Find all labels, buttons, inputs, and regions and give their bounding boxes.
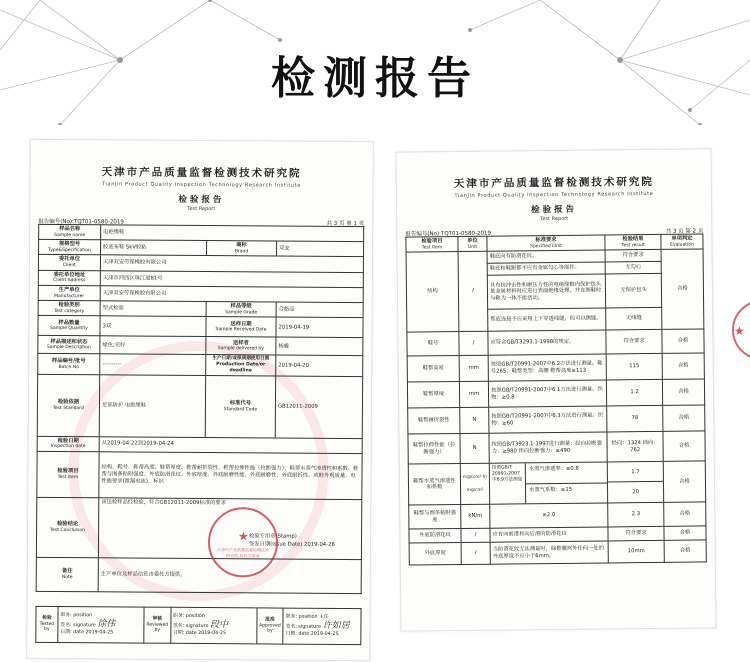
label-received-date: 送样日期 Sample Received Date: [206, 317, 276, 337]
label-manufacturer: 生产单位 Manufacturer: [38, 285, 100, 301]
label-client: 委托单位 Client: [38, 255, 100, 271]
label-reviewed-by: 审核 Reviewed by: [144, 607, 171, 643]
col-header: 检验项目 Test Item: [406, 237, 458, 253]
label-brand: 商标 Brand: [207, 241, 277, 257]
institute-title-2: 天津市产品质量监督检测技术研究院: [453, 175, 654, 191]
document-name-en: Test Report: [187, 205, 216, 213]
value-inspection-date: 从2019-04-22到2019-04-24: [99, 436, 362, 453]
value-spec: 胶底布鞋 5kV胶粘: [101, 240, 207, 256]
info-table: [36, 224, 365, 594]
institute-subtitle: TianJin Product Quality Inspection Technology Research Institute: [102, 181, 301, 189]
value-sample-grade: 合格品: [276, 302, 363, 318]
signature-table: [35, 606, 361, 645]
document-name-2: 检验报告: [531, 204, 578, 216]
label-approved-by: 批准 Approved by: [256, 608, 283, 644]
res-cell: 无线缝: [606, 308, 662, 331]
value-test-category: 型式检验: [100, 301, 206, 317]
col-header: 检验结果 Test result: [605, 234, 661, 250]
report-page-1: [26, 139, 374, 661]
col-header: 单位 Unit: [458, 236, 487, 252]
table-row: 外底厚度 / 当防滑花纹无法测量时，除鞋腰窝外任何一处的外底厚度不应小于6mm。 10mm 合格: [409, 540, 706, 565]
label-test-items: 检验项目 Test Item: [37, 451, 99, 497]
report-page-2: [395, 148, 716, 631]
table-row-vapour: 鞋帮水蒸气渗透性和系数 mg/(cm²·h) mg/cm² 按照GB/T 20991-2007中6.9方法测量 水蒸气渗透率：≥0.8 水蒸气系数：≥15 1.7 20 合格: [408, 461, 705, 505]
report-number: 报告编号(No):TQT01-0580-2019: [38, 218, 124, 226]
res-cell: 无保护包头: [605, 274, 661, 309]
value-client: 天津双安劳保橡胶有限公司: [100, 255, 363, 272]
value-sample-name: 电绝缘鞋: [101, 225, 364, 242]
col-header: 单项判定 Evaluation: [661, 234, 703, 250]
reviewed-signature: 段中: [209, 619, 229, 631]
label-standard: 检验依据 Test Standard: [37, 374, 99, 436]
value-batch: ----------: [100, 354, 206, 375]
third-page-stamp-edge: [728, 300, 750, 360]
value-brand: 双安: [277, 241, 364, 257]
unit-structure: /: [458, 251, 488, 331]
label-production-date: 生产日期/或保质期使用日期Production Date/or deadline: [206, 355, 276, 376]
value-delivered-by: 杨震: [276, 337, 363, 356]
req-cell: 鞋底向有防滑花纹。: [487, 250, 605, 263]
page-info-2: 共 3 页 第 2 页: [665, 228, 704, 235]
value-manufacturer: 天津双安劳保橡胶有限公司: [100, 286, 363, 303]
value-test-items: 结构、鞋号、鞋帮高度、鞋帮厚度、鞋帮耐折裂性、鞋帮拉伸性能（拉断强力）、鞋帮水蒸气渗透性和系数、鞋帮与围条粘附强度、外底防滑花纹、外底厚度、外底耐磨性能、外底耐磨性、外底耐折性、成鞋外观质量、电性能要求(泄漏电流)、标识: [99, 452, 362, 500]
label-client-address: 委托单位地址 Client Address: [38, 270, 100, 286]
value-client-address: 天津市河西区珠江道81号: [100, 271, 363, 288]
value-received-date: 2019-04-19: [276, 317, 363, 338]
official-stamp: ★ 天津市产品质量监督检测技术研究院 检验专用章: [208, 507, 278, 577]
results-table: [405, 233, 706, 565]
document-name-en-2: Test Report: [540, 215, 569, 223]
tested-signature: 徐伟: [97, 619, 116, 630]
value-standard-code: GB12011-2009: [275, 376, 362, 439]
label-tested-by: 检验 Tested by: [36, 606, 58, 642]
table-row: 外底防滑花纹 / 应有向前滑和向后滑的防滑花纹 符合要求 合格: [409, 526, 706, 543]
value-remark: 生产单位及样品信息由委托方提供。: [98, 558, 361, 594]
label-delivered-by: 送样者 Sample delivered by: [206, 337, 276, 355]
label-description: 样品描述和状态 Sample Description: [38, 336, 100, 354]
value-description: 绿色;完好: [100, 336, 206, 355]
req-cell: 具有抗冲击性和耐压力性的电绝缘鞋内保护包头是金属材料时应进行表面绝缘处理，并在制鞋时与鞋为一体不能活动。: [487, 274, 605, 309]
table-row: 鞋帮与围条粘附强度 kN/m ≥2.0 2.3 合格: [409, 502, 706, 529]
col-header: 标准要求 Specified limit: [487, 235, 605, 251]
label-remark: 备注 Note: [36, 557, 98, 591]
label-standard-code: 标准代号 Standard Code: [205, 375, 275, 437]
approved-block: 职务: position 主任 签名: signature 许如居 日期: date 2019-04-25: [283, 608, 361, 645]
label-quantity: 样品数量 Sample Quantity: [38, 316, 100, 336]
table-row: 鞋帮高度 mm 按照GB/T20991-2007中6.2方法进行测量。鞋号265；鞋帮类型：高腰 鞋帮高度≥113 115 合格: [407, 353, 704, 382]
item-structure: 结构: [406, 252, 459, 333]
table-row: 鞋帮拉伸性能（拉断强力） N 按照GB/T3923.1-1997进行测量：经向拉断强力：≥980 纬向拉断强力：≥490 经向：1324 纬向：762 合格: [408, 431, 705, 464]
table-row: 鞋帮厚度 mm 按照GB/T20991-2007中6.1方法进行测量。织物：≥0.8 1.2 合格: [407, 379, 704, 408]
label-sample-grade: 样品等级 Sample Grade: [206, 302, 276, 318]
institute-title: 天津市产品质量监督检测技术研究院: [101, 166, 302, 180]
stamp-star-icon: ★: [734, 324, 745, 338]
label-test-category: 检验类别 Test category: [38, 301, 100, 317]
stamp-star-icon: ★: [238, 529, 249, 544]
seal-note: 检验专用章(Stamp): [249, 533, 297, 540]
value-production-date: 2019-04-20: [276, 355, 363, 376]
value-standard: 足部防护 电绝缘鞋: [99, 374, 205, 437]
table-row: 鞋帮耐折裂性 N 按照GB/T20991-2007中6.3方法进行测量。织物：≥60 78 合格: [408, 405, 705, 434]
approved-signature: 许如居: [322, 620, 350, 631]
label-conclusion: 检验结论 Test Conclusion: [36, 497, 98, 557]
label-sample-name: 样品名称 Sample name: [39, 224, 101, 240]
eval-structure: 合格: [661, 249, 704, 329]
req-cell: 帮底连接不应采用上下穿透线缝，但可以侧缝。: [488, 308, 606, 331]
reviewed-block: 职务: position 签名: signature 段中 日期: date 2019-04-25: [170, 607, 256, 644]
label-spec: 规格型号 Type&Specification: [39, 240, 101, 256]
institute-subtitle-2: TianJin Product Quality Inspection Technology Research Institute: [454, 190, 654, 200]
label-batch: 样品编号/批号 Batch No: [38, 354, 100, 375]
page-title: 检测报告: [271, 53, 479, 104]
req-cell: 鞋底和鞋跟都不应有金属勾心等部件。: [487, 262, 605, 275]
value-quantity: 3双: [100, 316, 206, 337]
header-banner: [0, 0, 750, 125]
res-cell: 无勾心: [605, 262, 661, 275]
table-row: 鞋号 / 应符合GB/T3293.1-1998的规定。 符合要求 合格: [407, 329, 704, 356]
tested-block: 职务: position 签名: signature 徐伟 日期: date 2019-04-25: [58, 607, 144, 644]
label-inspection-date: 检验日期 Inspection date: [37, 436, 99, 452]
document-name: 检验报告: [178, 194, 225, 206]
value-conclusion: 该送检样品经检验，符合GB12011-2009标准的要求: [101, 499, 227, 507]
res-cell: 符合要求: [605, 250, 661, 263]
page-info: 共 3 页 第 1 页: [326, 220, 365, 228]
issue-date: 签发日期(Issue Date) 2019-04-28: [248, 541, 335, 548]
report-number-2: 报告编号(No):TQT01-0580-2019: [405, 230, 492, 238]
